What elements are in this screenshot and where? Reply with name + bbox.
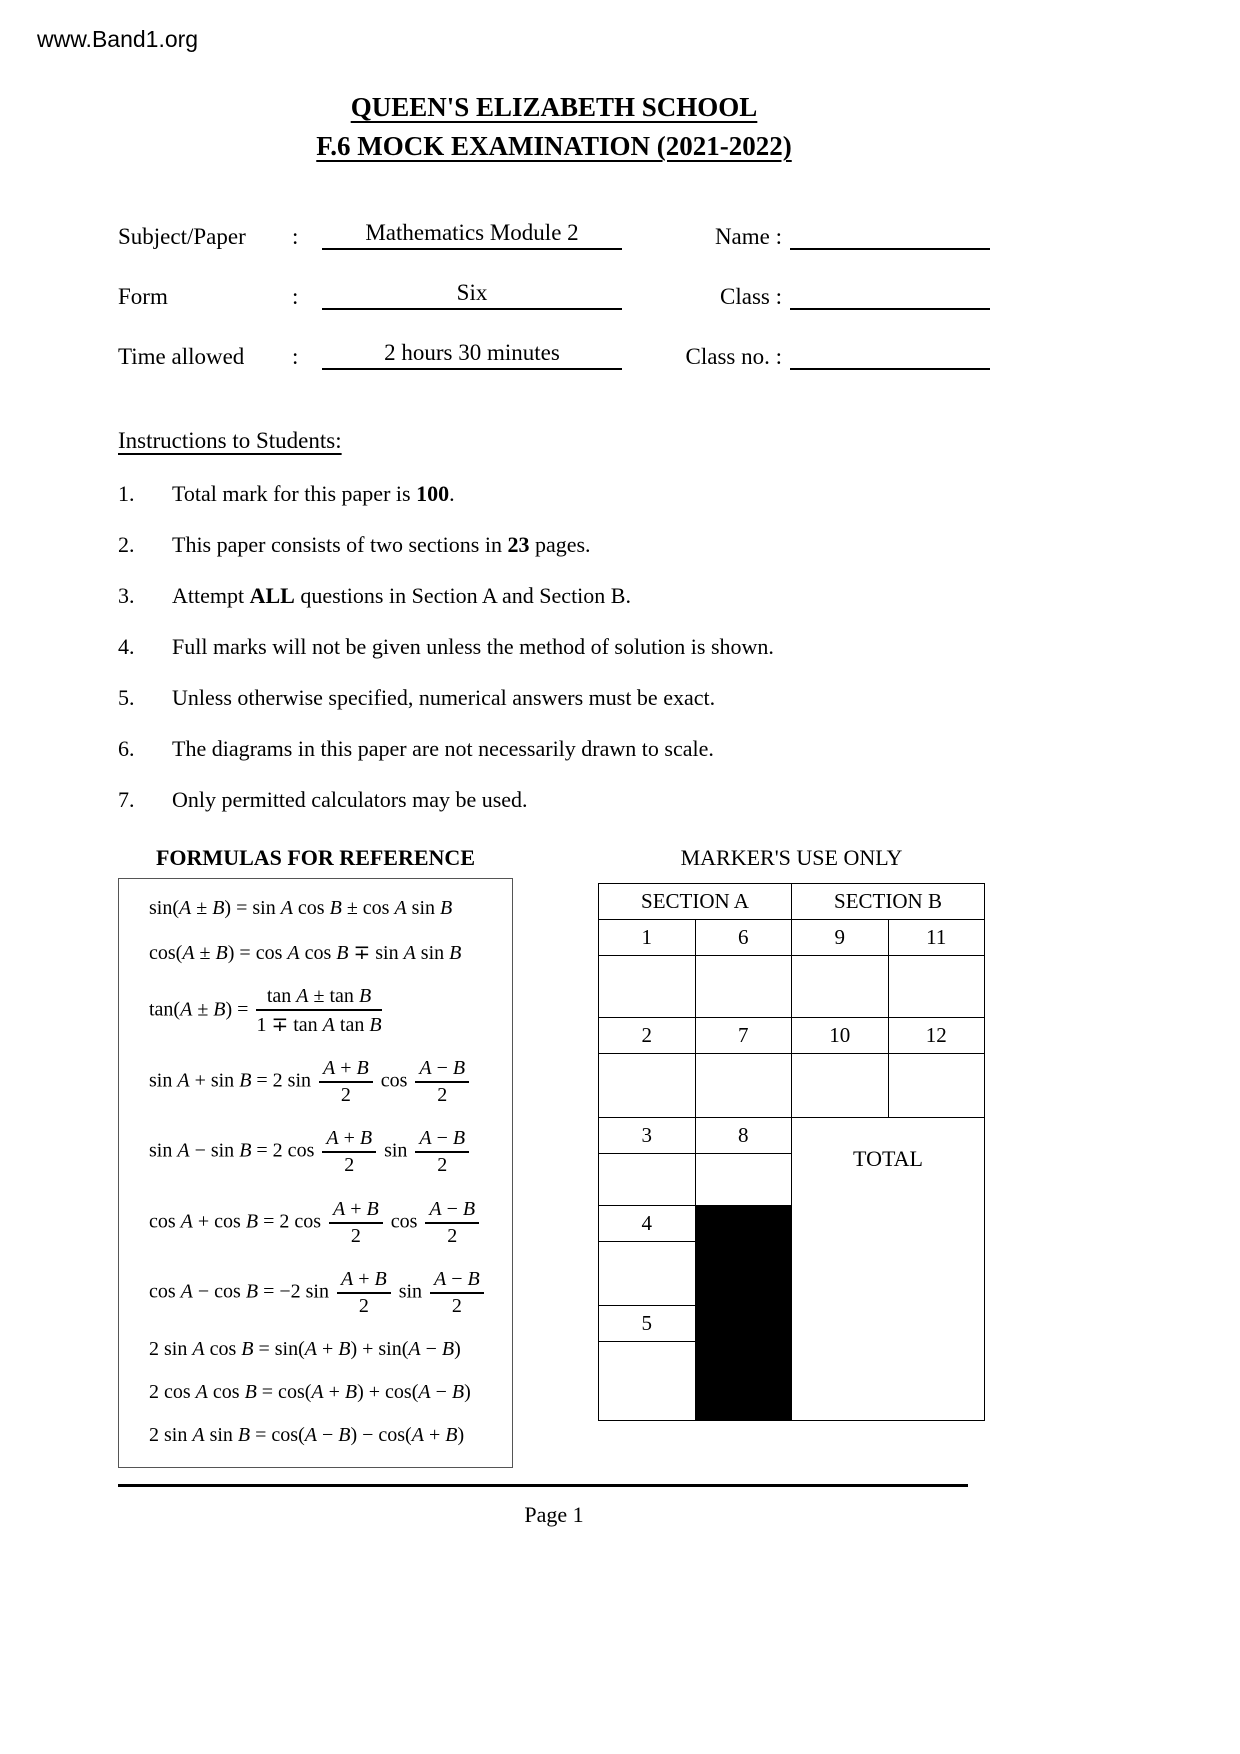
time-allowed-label: Time allowed [118, 344, 245, 369]
form-value: Six [322, 280, 622, 310]
formula: 2 sin A cos B = sin(A + B) + sin(A − B) [149, 1337, 461, 1360]
mark-entry-cell [888, 956, 985, 1018]
class-no-field-group [670, 340, 990, 370]
class-blank [790, 280, 990, 310]
header-fields [118, 214, 990, 394]
instruction-number: 6. [118, 736, 135, 761]
question-number-cell: 6 [695, 920, 792, 956]
instruction-number: 7. [118, 787, 135, 812]
subject-colon: : [292, 224, 299, 249]
name-label: Name : [714, 224, 782, 249]
class-no-blank [790, 340, 990, 370]
instruction-item [118, 531, 990, 559]
mark-entry-cell [599, 956, 696, 1018]
field-row-subject [118, 214, 990, 250]
formula: cos A − cos B = −2 sin $\frac{A + B}{2}$ sin $\frac{A - B}{2}$ [149, 1268, 502, 1318]
formula: tan(A ± B) = $\frac{\text{tan A ± tan B}}{\text{1 ∓ tan A tan B}}$ [149, 985, 382, 1037]
mark-entry-cell [695, 956, 792, 1018]
question-number-cell: 7 [695, 1018, 792, 1054]
school-name: QUEEN'S ELIZABETH SCHOOL [350, 92, 758, 122]
question-number-cell: 3 [599, 1118, 696, 1154]
field-row-time [118, 334, 990, 370]
formula: sin A + sin B = 2 sin $\frac{A + B}{2}$ cos $\frac{A - B}{2}$ [149, 1057, 502, 1107]
section-a-header: SECTION A [599, 884, 792, 920]
page-number: Page 1 [524, 1502, 584, 1527]
mark-entry-cell [599, 1154, 696, 1206]
mark-entry-cell [599, 1242, 696, 1306]
name-blank [790, 220, 990, 250]
field-row-form [118, 274, 990, 310]
instruction-item [118, 633, 990, 661]
question-number-cell: 5 [599, 1306, 696, 1342]
question-number-cell: 12 [888, 1018, 985, 1054]
instruction-text: Total mark for this paper is 100. [172, 481, 455, 506]
mark-entry-cell [695, 1154, 792, 1206]
class-field-group [670, 280, 990, 310]
instructions-heading: Instructions to Students: [118, 428, 342, 453]
question-number-row [599, 1118, 985, 1154]
question-number-cell: 10 [792, 1018, 889, 1054]
instruction-number: 3. [118, 583, 135, 608]
instruction-text: Unless otherwise specified, numerical answers must be exact. [172, 685, 716, 710]
instruction-text: Only permitted calculators may be used. [172, 787, 528, 812]
question-number-cell: 9 [792, 920, 889, 956]
time-allowed-colon: : [292, 344, 299, 369]
form-label: Form [118, 284, 168, 309]
instruction-item [118, 480, 990, 508]
class-no-label: Class no. : [685, 344, 782, 369]
marker-table [598, 883, 985, 1421]
form-colon: : [292, 284, 299, 309]
mark-entry-cell [888, 1054, 985, 1118]
instruction-text: The diagrams in this paper are not necessarily drawn to scale. [172, 736, 714, 761]
formulas-heading: FORMULAS FOR REFERENCE [155, 845, 475, 870]
instructions-list [118, 480, 990, 837]
marker-use-heading: MARKER'S USE ONLY [680, 845, 903, 870]
instruction-number: 4. [118, 634, 135, 659]
time-allowed-value: 2 hours 30 minutes [322, 340, 622, 370]
watermark-url: www.Band1.org [37, 26, 199, 52]
formula: 2 cos A cos B = cos(A + B) + cos(A − B) [149, 1380, 471, 1403]
instruction-item [118, 786, 990, 814]
instruction-text: This paper consists of two sections in 23 pages. [172, 532, 591, 557]
question-number-cell: 8 [695, 1118, 792, 1154]
mark-entry-cell [695, 1054, 792, 1118]
question-number-row [599, 920, 985, 956]
class-label: Class : [720, 284, 782, 309]
question-number-row [599, 1018, 985, 1054]
formula: cos(A ± B) = cos A cos B ∓ sin A sin B [149, 942, 462, 965]
page-title [118, 88, 990, 166]
formula: sin(A ± B) = sin A cos B ± cos A sin B [149, 897, 453, 919]
formula: sin A − sin B = 2 cos $\frac{A + B}{2}$ sin $\frac{A - B}{2}$ [149, 1127, 502, 1177]
page-content [118, 0, 990, 1754]
instruction-item [118, 684, 990, 712]
question-number-cell: 2 [599, 1018, 696, 1054]
question-number-cell: 11 [888, 920, 985, 956]
subject-value: Mathematics Module 2 [322, 220, 622, 250]
exam-name: F.6 MOCK EXAMINATION (2021-2022) [316, 131, 792, 161]
instruction-number: 5. [118, 685, 135, 710]
formula: 2 sin A sin B = cos(A − B) − cos(A + B) [149, 1423, 465, 1446]
footer-rule [118, 1484, 968, 1487]
total-cell: TOTAL [792, 1118, 985, 1421]
section-b-header: SECTION B [792, 884, 985, 920]
question-number-cell: 1 [599, 920, 696, 956]
mark-entry-cell [599, 1342, 696, 1421]
instruction-number: 1. [118, 481, 135, 506]
name-field-group [670, 220, 990, 250]
formula: cos A + cos B = 2 cos $\frac{A + B}{2}$ cos $\frac{A - B}{2}$ [149, 1198, 502, 1248]
subject-label: Subject/Paper [118, 224, 246, 249]
mark-entry-cell [792, 956, 889, 1018]
mark-entry-row [599, 1054, 985, 1118]
instruction-text: Attempt ALL questions in Section A and Section B. [172, 583, 631, 608]
question-number-cell: 4 [599, 1206, 696, 1242]
mark-entry-cell [599, 1054, 696, 1118]
instruction-item [118, 582, 990, 610]
instruction-text: Full marks will not be given unless the method of solution is shown. [172, 634, 774, 659]
blacked-out-cell [695, 1206, 792, 1421]
instruction-item [118, 735, 990, 763]
mark-entry-row [599, 956, 985, 1018]
formulas-box [118, 878, 513, 1468]
mark-entry-cell [792, 1054, 889, 1118]
instruction-number: 2. [118, 532, 135, 557]
